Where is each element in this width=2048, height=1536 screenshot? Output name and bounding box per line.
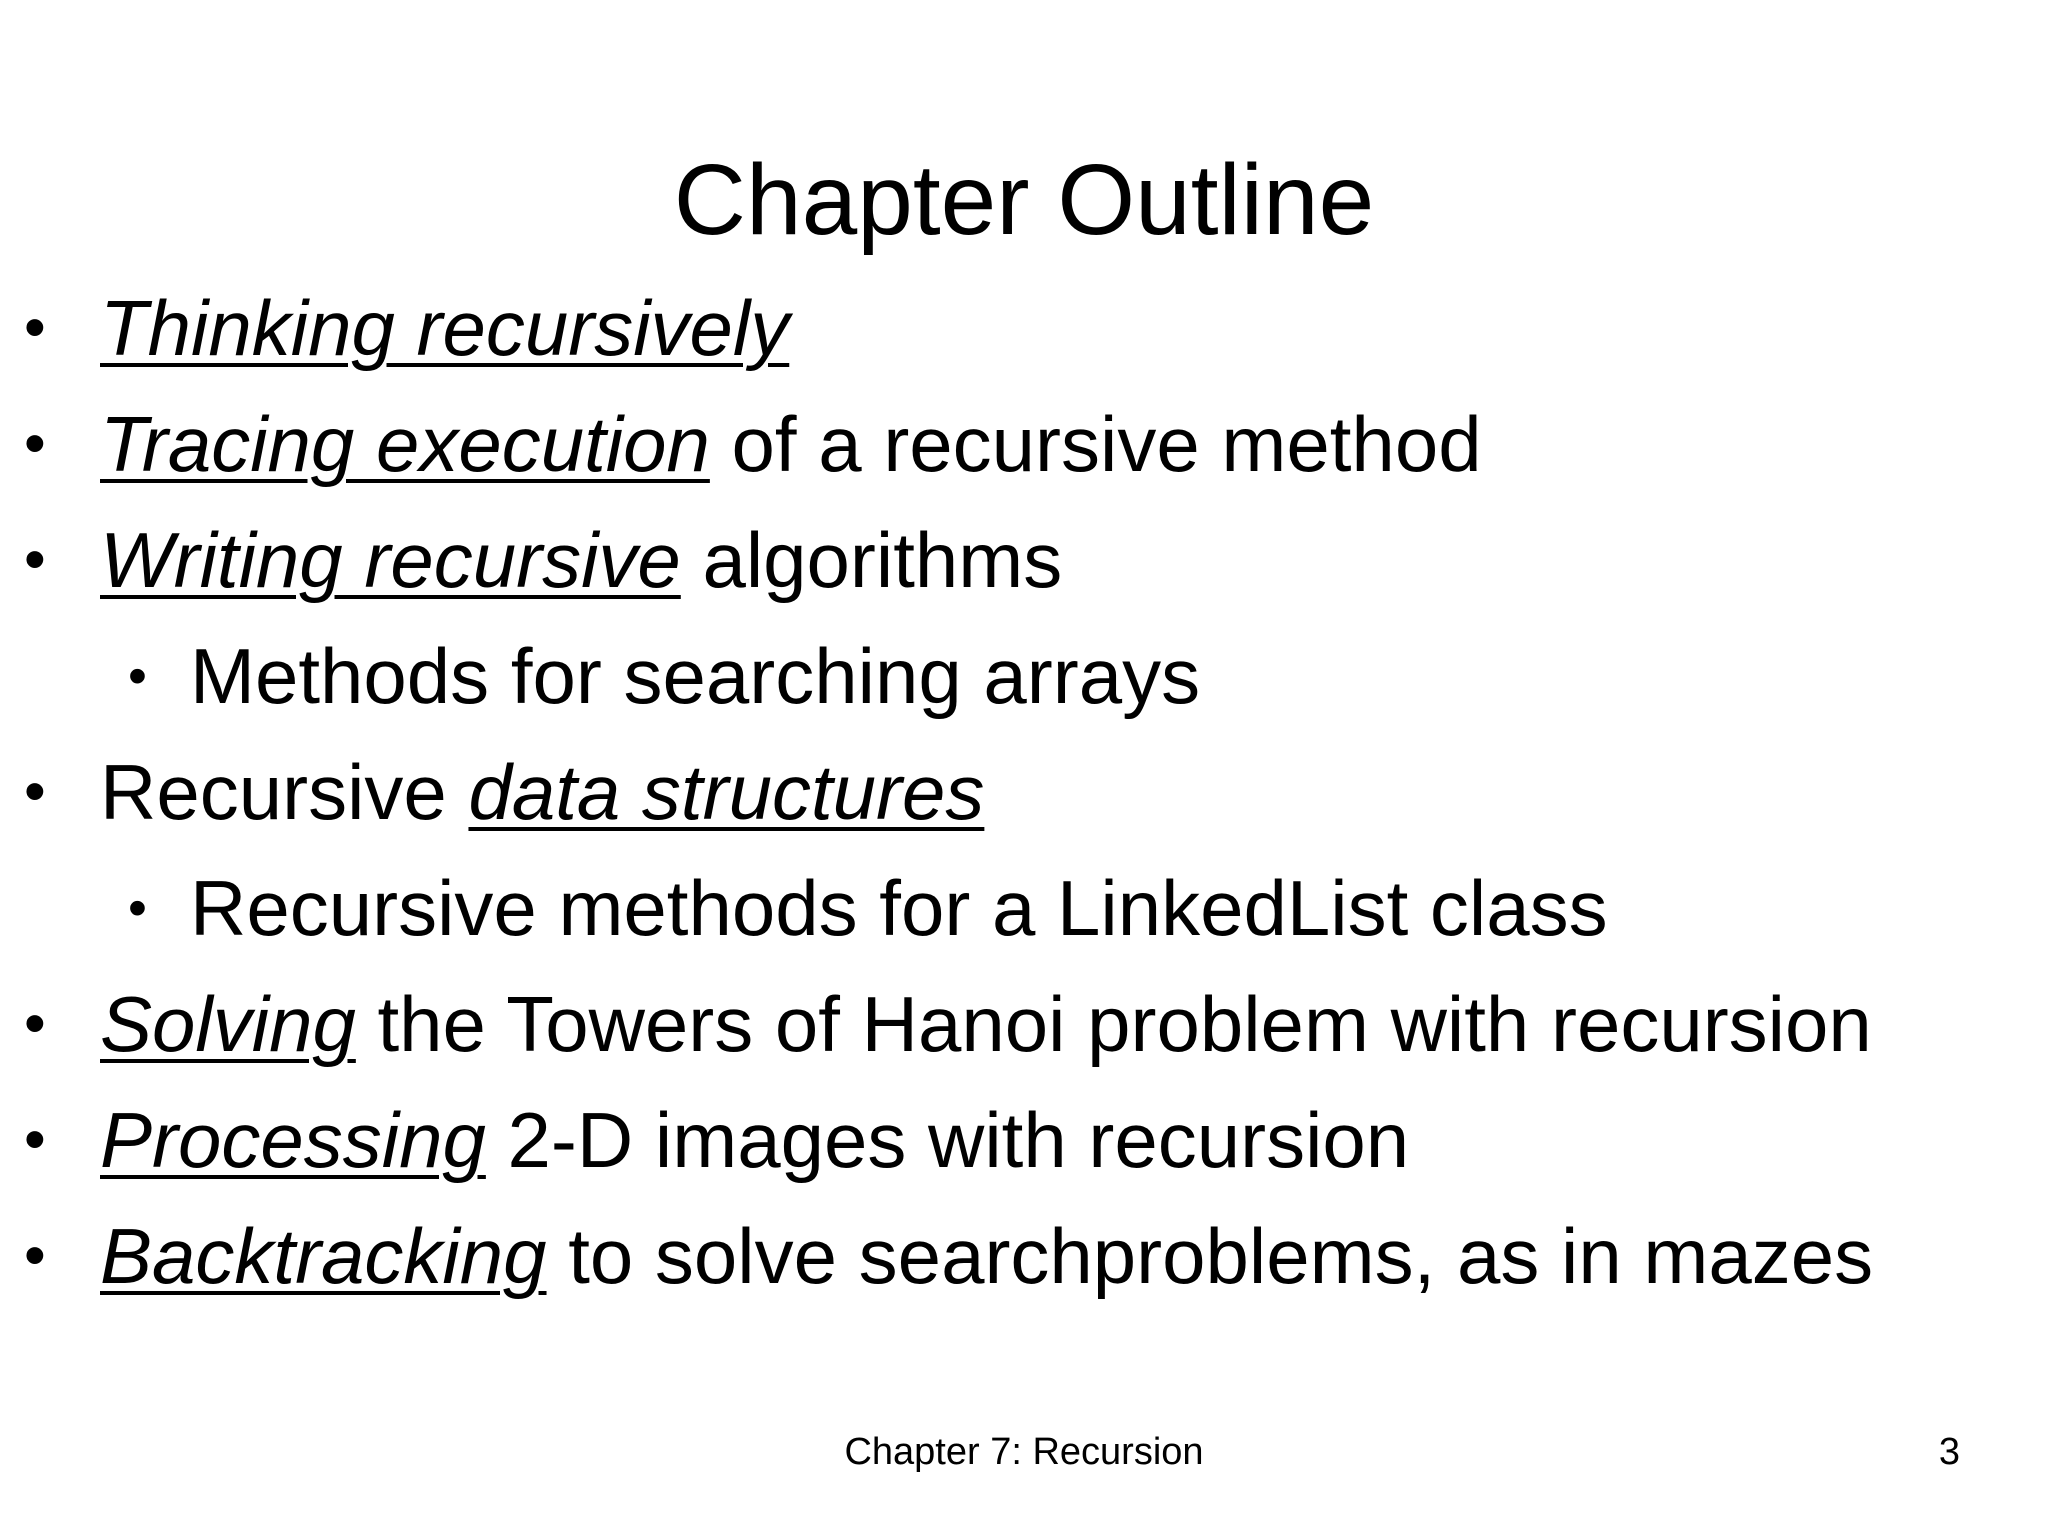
outline-item-text: [100, 734, 984, 850]
outline-item-text: [100, 270, 789, 386]
bullet-icon: •: [128, 878, 147, 938]
emphasized-term: Backtracking: [100, 1212, 547, 1300]
outline-subitem-searching-arrays: [0, 618, 2048, 734]
outline-subitem-linkedlist: [0, 850, 2048, 966]
outline-item-tracing-execution: [0, 386, 2048, 502]
outline-item-backtracking: [0, 1198, 2048, 1314]
emphasized-term: Thinking recursively: [100, 284, 790, 372]
bullet-icon: •: [24, 409, 46, 478]
emphasized-term: Writing recursive: [100, 516, 681, 604]
outline-item-text: Methods for searching arrays: [190, 632, 1201, 720]
bullet-icon: •: [24, 525, 46, 594]
bullet-icon: •: [24, 293, 46, 362]
emphasized-term: data structures: [468, 748, 985, 836]
outline-item-text: [100, 502, 1062, 618]
chapter-outline-list: [0, 270, 2048, 1314]
slide-title: Chapter Outline: [673, 144, 1375, 256]
outline-item-processing-images: [0, 1082, 2048, 1198]
item-prefix-text: Recursive: [100, 748, 469, 836]
item-rest-text: algorithms: [680, 516, 1063, 604]
item-rest-text: 2-D images with recursion: [485, 1096, 1410, 1184]
item-rest-text: of a recursive method: [709, 400, 1482, 488]
page-number: 3: [1938, 1431, 1960, 1473]
outline-item-towers-of-hanoi: [0, 966, 2048, 1082]
outline-item-writing-recursive: [0, 502, 2048, 618]
outline-item-text: [100, 1082, 1409, 1198]
emphasized-term: Tracing execution: [100, 400, 710, 488]
footer-chapter-title: Chapter 7: Recursion: [844, 1431, 1204, 1473]
emphasized-term: Processing: [100, 1096, 486, 1184]
outline-item-text: [100, 966, 1872, 1082]
outline-item-text: [100, 1198, 1873, 1314]
bullet-icon: •: [128, 646, 147, 706]
outline-item-text: [100, 386, 1482, 502]
bullet-icon: •: [24, 1221, 46, 1290]
emphasized-term: Solving: [100, 980, 356, 1068]
bullet-icon: •: [24, 1105, 46, 1174]
item-rest-text: the Towers of Hanoi problem with recursion: [355, 980, 1872, 1068]
outline-item-text: Recursive methods for a LinkedList class: [190, 864, 1608, 952]
outline-item-data-structures: [0, 734, 2048, 850]
outline-item-thinking-recursively: [0, 270, 2048, 386]
bullet-icon: •: [24, 757, 46, 826]
bullet-icon: •: [24, 989, 46, 1058]
item-rest-text: to solve searchproblems, as in mazes: [546, 1212, 1874, 1300]
